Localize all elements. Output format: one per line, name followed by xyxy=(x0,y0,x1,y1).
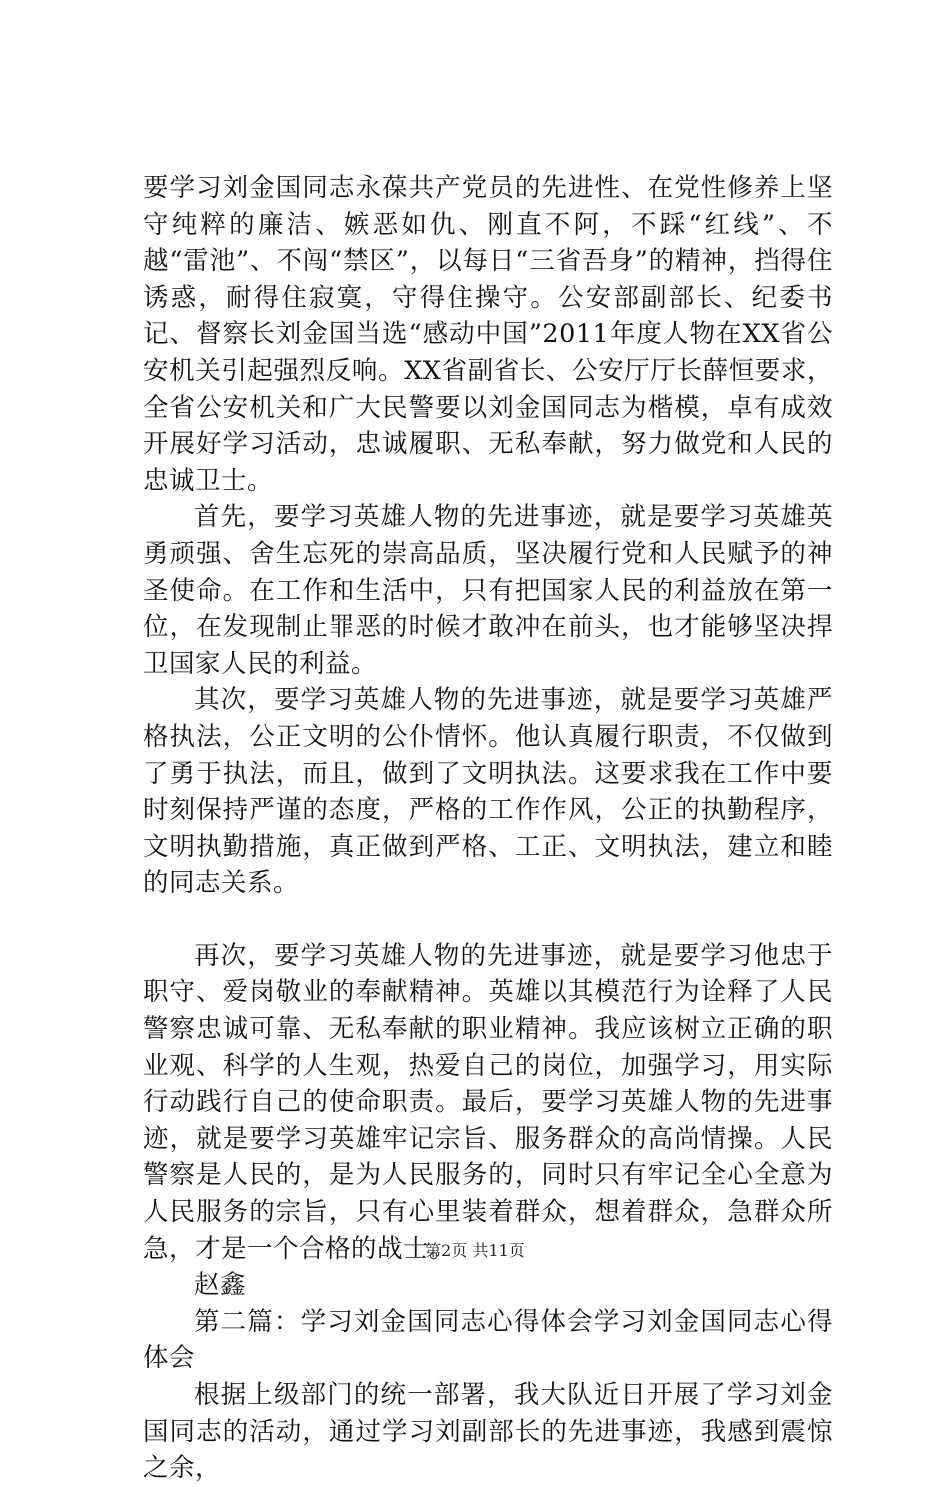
section-heading: 第二篇：学习刘金国同志心得体会学习刘金国同志心得体会 xyxy=(143,1306,833,1374)
paragraph-third: 再次，要学习英雄人物的先进事迹，就是要学习他忠于职守、爱岗敬业的奉献精神。英雄以其模范行为诠释了人民警察忠诚可靠、无私奉献的职业精神。我应该树立正确的职业观、科学的人生观，热爱自己的岗位，加强学习，用实际行动践行自己的使命职责。最后，要学习英雄人物的先进事迹，就是要学习英雄牢记宗旨、服务群众的高尚情操。人民警察是人民的，是为人民服务的，同时只有牢记全心全意为人民服务的宗旨，只有心里装着群众，想着群众，急群众所急，才是一个合格的战士。 xyxy=(143,940,833,1264)
paragraph-first: 首先，要学习英雄人物的先进事迹，就是要学习英雄英勇顽强、舍生忘死的崇高品质，坚决履行党和人民赋予的神圣使命。在工作和生活中，只有把国家人民的利益放在第一位，在发现制止罪恶的时候才敢冲在前头，也才能够坚决捍卫国家人民的利益。 xyxy=(143,502,833,679)
paragraph-section-two-start: 根据上级部门的统一部署，我大队近日开展了学习刘金国同志的活动，通过学习刘副部长的先进事迹，我感到震惊之余， xyxy=(143,1380,833,1484)
paragraph-second: 其次，要学习英雄人物的先进事迹，就是要学习英雄严格执法，公正文明的公仆情怀。他认真履行职责，不仅做到了勇于执法，而且，做到了文明执法。这要求我在工作中要时刻保持严谨的态度，严格的工作作风，公正的执勤程序，文明执勤措施，真正做到严格、工正、文明执法，建立和睦的同志关系。 xyxy=(143,685,833,899)
page-number-footer: 第2页 共11页 xyxy=(425,1241,525,1260)
document-body xyxy=(143,170,833,1487)
paragraph-intro: 要学习刘金国同志永葆共产党员的先进性、在党性修养上坚守纯粹的廉洁、嫉恶如仇、刚直不阿，不踩“红线”、不越“雷池”、不闯“禁区”，以每日“三省吾身”的精神，挡得住诱惑，耐得住寂寞，守得住操守。公安部副部长、纪委书记、督察长刘金国当选“感动中国”2011年度人物在XX省公安机关引起强烈反响。XX省副省长、公安厅厅长薛恒要求，全省公安机关和广大民警要以刘金国同志为楷模，卓有成效开展好学习活动，忠诚履职、无私奉献，努力做党和人民的忠诚卫士。 xyxy=(143,173,833,496)
author-signature: 赵鑫 xyxy=(194,1270,247,1301)
